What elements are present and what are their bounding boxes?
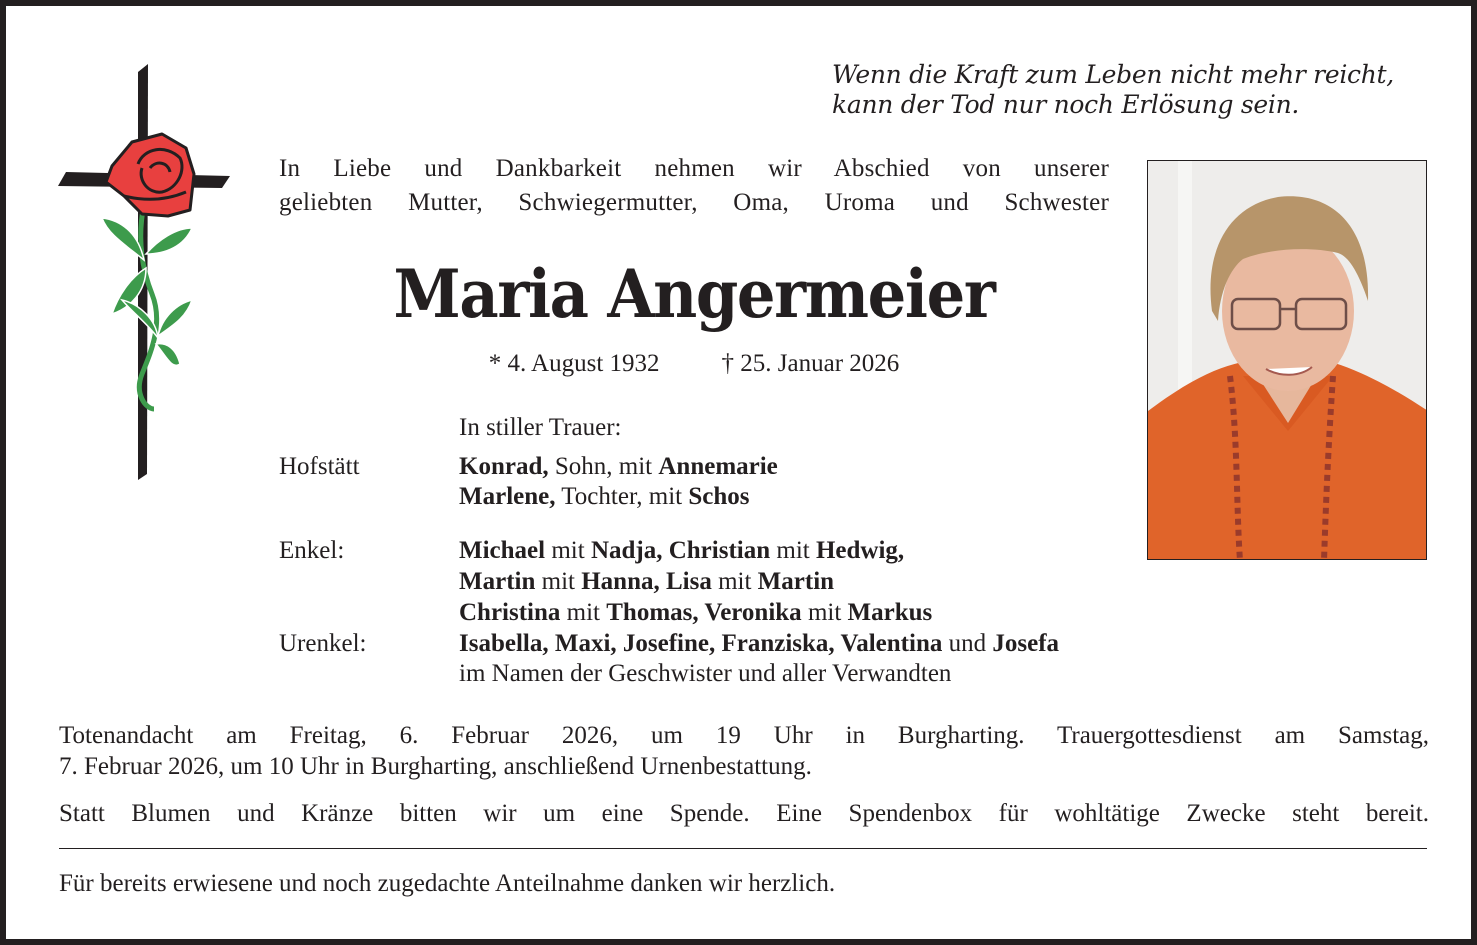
- child-entry: Konrad, Sohn, mit Annemarie: [459, 453, 778, 480]
- birth-date: * 4. August 1932: [488, 350, 660, 377]
- death-date: † 25. Januar 2026: [721, 350, 900, 377]
- grandchildren-line: Martin mit Hanna, Lisa mit Martin: [459, 568, 835, 595]
- deceased-name: Maria Angermeier: [393, 255, 995, 333]
- quote-line-1: Wenn die Kraft zum Leben nicht mehr reicht,: [832, 60, 1394, 89]
- mourners-heading: In stiller Trauer:: [459, 414, 622, 441]
- location-label: Hofstätt: [279, 453, 360, 480]
- quote-line-2: kann der Tod nur noch Erlösung sein.: [832, 90, 1300, 119]
- grandchildren-line: Christina mit Thomas, Veronika mit Markus: [459, 599, 933, 626]
- portrait-icon: [1148, 161, 1427, 560]
- grandchildren-label: Enkel:: [279, 537, 345, 564]
- child-entry: Marlene, Tochter, mit Schos: [459, 483, 750, 510]
- donation-note: Statt Blumen und Kränze bitten wir um eine Spende. Eine Spendenbox für wohltätige Zwecke steht bereit.: [59, 800, 1429, 827]
- cross-with-rose-icon: [54, 64, 236, 480]
- intro-line-1: In Liebe und Dankbarkeit nehmen wir Abschied von unserer: [279, 155, 1109, 182]
- intro-text: [279, 152, 1109, 220]
- great-grandchildren-line: Isabella, Maxi, Josefine, Franziska, Valentina und Josefa: [459, 630, 1060, 657]
- thanks-note: Für bereits erwiesene und noch zugedachte Anteilnahme danken wir herzlich.: [59, 870, 836, 897]
- grandchildren-line: Michael mit Nadja, Christian mit Hedwig,: [459, 537, 905, 564]
- epigraph-quote: [832, 60, 1394, 120]
- service-line-2: 7. Februar 2026, um 10 Uhr in Burgharting, anschließend Urnenbestattung.: [59, 753, 812, 780]
- great-grandchildren-label: Urenkel:: [279, 630, 367, 657]
- service-line-1: Totenandacht am Freitag, 6. Februar 2026, um 19 Uhr in Burgharting. Trauergottesdienst am Samstag,: [59, 722, 1429, 749]
- mourners-closing: im Namen der Geschwister und aller Verwandten: [459, 660, 952, 687]
- service-info: [59, 720, 1429, 782]
- portrait-photo: [1147, 160, 1427, 560]
- life-dates: [279, 346, 1109, 382]
- intro-line-2: geliebten Mutter, Schwiegermutter, Oma, Uroma und Schwester: [279, 189, 1109, 216]
- divider: [59, 848, 1427, 849]
